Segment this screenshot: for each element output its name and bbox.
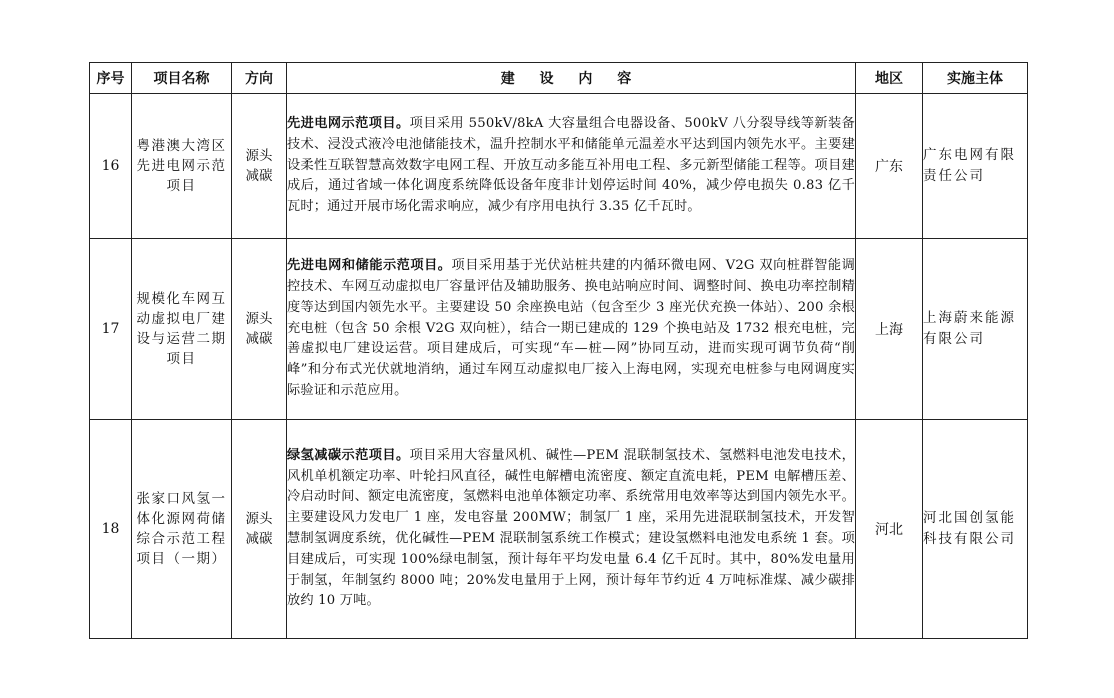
project-org: 上海蔚来能源有限公司 [923, 239, 1028, 420]
content-title: 先进电网示范项目。 [287, 116, 410, 131]
content-body: 项目采用大容量风机、碱性—PEM 混联制氢技术、氢燃料电池发电技术，风机单机额定功率、叶轮扫风直径，碱性电解槽电流密度、额定直流电耗，PEM 电解槽压差、冷启动时间、额定电流密度，氢燃料电池单体额定功率、系统常用电效率等达到国内领先水平。主要建设风力发电厂 1 座，发电容量 200MW；制氢厂 1 座，采用先进混联制氢技术，开发智慧制氢调度系统，优化碱性—PEM 混联制氢系统工作模式；建设氢燃料电池发电系统 1 套。项目建成后，可实现 100%绿电制氢，预计每年平均发电量 6.4 亿千瓦时。其中，80%发电量用于制氢，年制氢约 8000 吨；20%发电量用于上网，预计每年节约近 4 万吨标准煤、减少碳排放约 10 万吨。 [287, 447, 855, 609]
project-content [287, 94, 856, 239]
project-region: 上海 [856, 239, 923, 420]
project-region: 河北 [856, 420, 923, 639]
project-content [287, 420, 856, 639]
project-direction [232, 239, 287, 420]
row-num: 18 [90, 420, 132, 639]
direction-text: 源头减碳 [245, 511, 273, 547]
project-region: 广东 [856, 94, 923, 239]
table-row [90, 94, 1028, 239]
direction-text: 源头减碳 [245, 311, 273, 347]
project-table [89, 62, 1028, 639]
header-name: 项目名称 [132, 63, 232, 94]
content-title: 绿氢减碳示范项目。 [287, 447, 410, 463]
direction-text: 源头减碳 [245, 148, 273, 184]
project-direction [232, 94, 287, 239]
project-org: 广东电网有限责任公司 [923, 94, 1028, 239]
header-row [90, 63, 1028, 94]
content-title: 先进电网和储能示范项目。 [287, 258, 452, 274]
row-num: 17 [90, 239, 132, 420]
table-row [90, 239, 1028, 420]
content-body: 项目采用基于光伏站桩共建的内循环微电网、V2G 双向桩群智能调控技术、车网互动虚拟电厂容量评估及辅助服务、换电站响应时间、调整时间、换电功率控制精度等达到国内领先水平。主要建设 50 余座换电站（包含至少 3 座光伏充换一体站）、200 余根充电桩（包含 50 余根 V2G 双向桩），结合一期已建成的 129 个换电站及 1732 根充电桩，完善虚拟电厂建设运营。项目建成后，可实现“车—桩—网”协同互动，进而实现可调节负荷“削峰”和分布式光伏就地消纳，通过车网互动虚拟电厂接入上海电网，实现充电桩参与电网调度实际验证和示范应用。 [287, 258, 855, 398]
table-row [90, 420, 1028, 639]
project-name: 张家口风氢一体化源网荷储综合示范工程项目（一期） [132, 420, 232, 639]
header-region: 地区 [856, 63, 923, 94]
project-direction [232, 420, 287, 639]
project-name: 粤港澳大湾区先进电网示范项目 [132, 94, 232, 239]
project-content [287, 239, 856, 420]
row-num: 16 [90, 94, 132, 239]
header-content: 建 设 内 容 [287, 63, 856, 94]
project-org: 河北国创氢能科技有限公司 [923, 420, 1028, 639]
header-num: 序号 [90, 63, 132, 94]
header-direction: 方向 [232, 63, 287, 94]
project-name: 规模化车网互动虚拟电厂建设与运营二期项目 [132, 239, 232, 420]
header-org: 实施主体 [923, 63, 1028, 94]
content-body: 项目采用 550kV/8kA 大容量组合电器设备、500kV 八分裂导线等新装备技术、浸没式液冷电池储能技术，温升控制水平和储能单元温差水平达到国内领先水平。主要建设柔性互联智慧高效数字电网工程、开放互动多能互补用电工程、多元新型储能工程等。项目建成后，通过省域一体化调度系统降低设备年度非计划停运时间 40%，减少停电损失 0.83 亿千瓦时；通过开展市场化需求响应，减少有序用电执行 3.35 亿千瓦时。 [287, 116, 855, 215]
